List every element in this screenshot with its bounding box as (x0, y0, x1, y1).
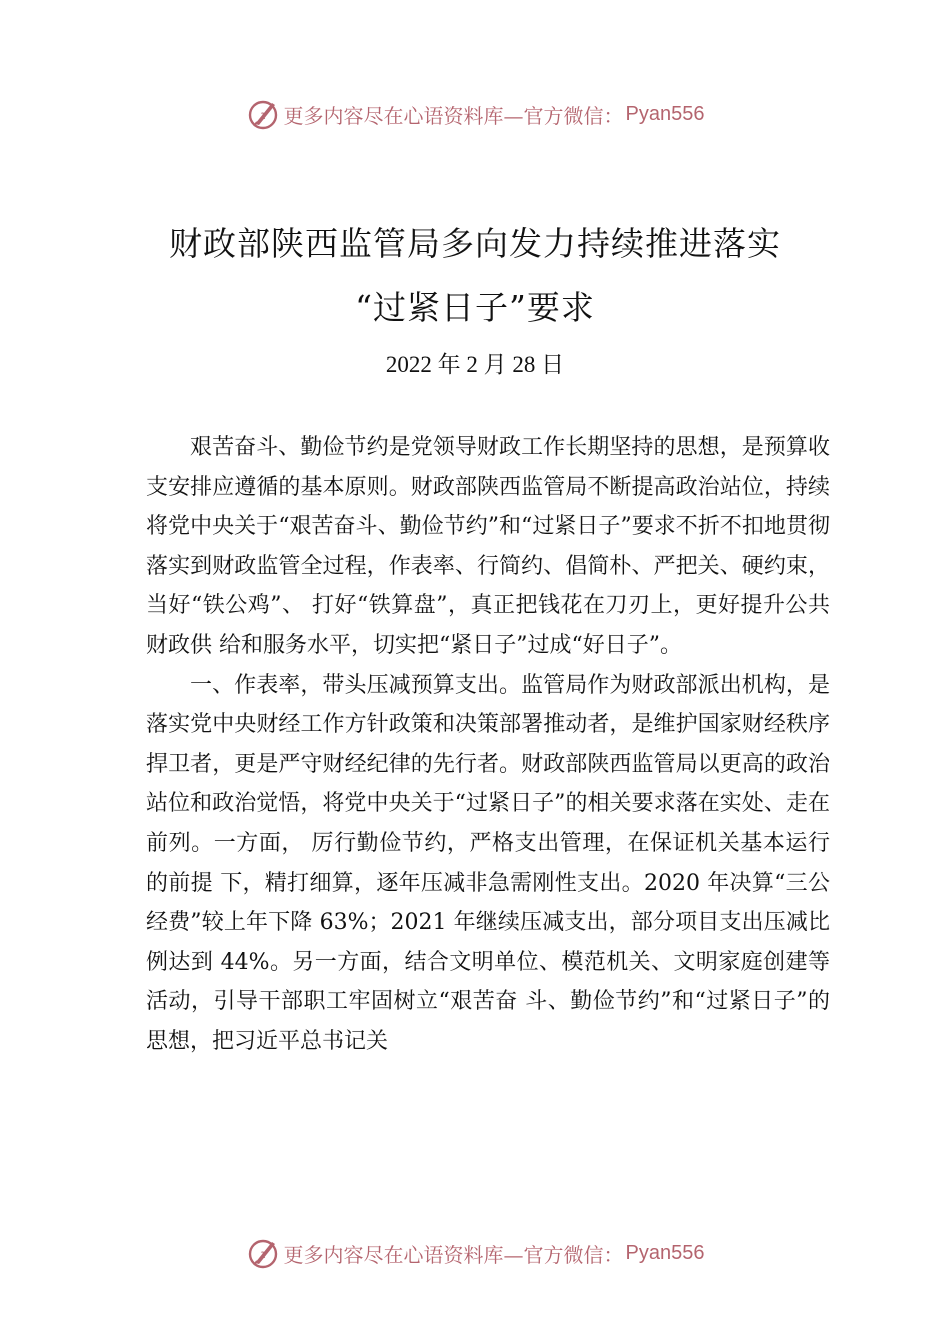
watermark-text: 更多内容尽在心语资料库—官方微信： (283, 1242, 624, 1267)
document-title-line-2: “过紧日子”要求 (355, 288, 595, 327)
paragraph-intro: 艰苦奋斗、勤俭节约是党领导财政工作长期坚持的思想，是预算收支安排应遵循的基本原则。财政部陕西监管局不断提高政治站位，持续将党中央关于“艰苦奋斗、勤俭节约”和“过紧日子”要求不折不扣地贯彻落实到财政监管全过程，作表率、行简约、倡简朴、严把关、硬约束，当好“铁公鸡”、 打好“铁算盘”，真正把钱花在刀刃上，更好提升公共财政供 给和服务水平，切实把“紧日子”过成“好日子”。 (146, 435, 830, 658)
paragraph-section-1: 一、作表率，带头压减预算支出。监管局作为财政部派出机构，是落实党中央财经工作方针政策和决策部署推动者，是维护国家财经秩序捍卫者，更是严守财经纪律的先行者。财政部陕西监管局以更高的政治站位和政治觉悟，将党中央关于“过紧日子”的相关要求落在实处、走在前列。一方面， 厉行勤俭节约，严格支出管理，在保证机关基本运行的前提 下，精打细算，逐年压减非急需刚性支出。2020 年决算“三公经费”较上年下降 63%；2021 年继续压减支出，部分项目支出压减比例达到 44%。另一方面，结合文明单位、模范机关、文明家庭创建等活动，引导干部职工牢固树立“艰苦奋 斗、勤俭节约”和“过紧日子”的思想，把习近平总书记关 (146, 672, 830, 1054)
quill-pen-logo-icon (246, 1236, 280, 1270)
watermark-text: 更多内容尽在心语资料库—官方微信： (283, 103, 624, 128)
watermark-footer (0, 1233, 950, 1273)
watermark-wechat-id: Pyan556 (625, 1241, 705, 1264)
watermark-wechat-id: Pyan556 (625, 102, 705, 125)
document-title-line-1: 财政部陕西监管局多向发力持续推进落实 (169, 224, 781, 263)
svg-text:1: 1 (259, 1251, 266, 1261)
document-date: 2022 年 2 月 28 日 (385, 352, 565, 377)
quill-pen-logo-icon (246, 97, 280, 131)
document-body (146, 428, 830, 1062)
svg-text:1: 1 (259, 112, 266, 122)
watermark-header (0, 94, 950, 134)
